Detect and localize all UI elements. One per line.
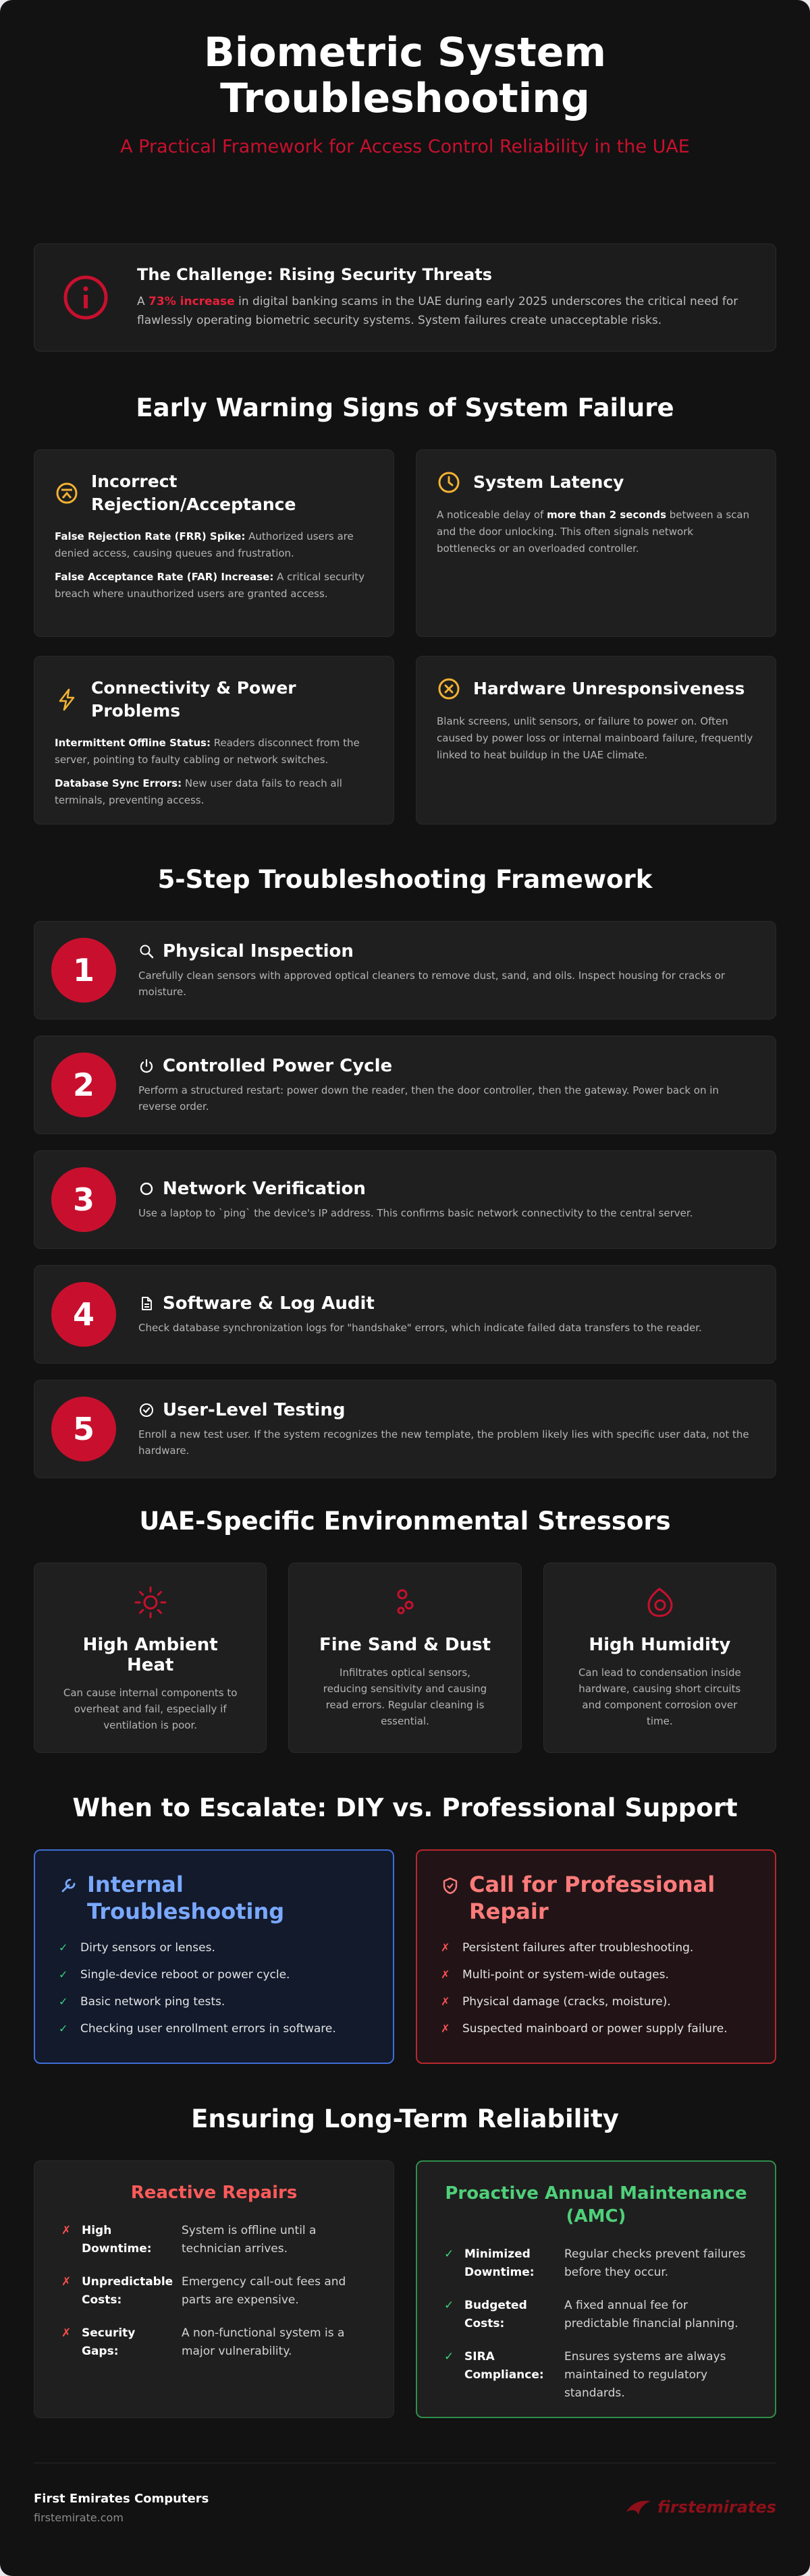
step-title: User-Level Testing <box>163 1399 346 1420</box>
escalate-grid <box>34 1849 776 2064</box>
challenge-card <box>34 244 776 352</box>
cross-mark-icon: ✗ <box>61 2224 72 2237</box>
network-icon <box>138 1181 155 1197</box>
cross-mark-icon: ✗ <box>441 1968 450 1981</box>
challenge-title: The Challenge: Rising Security Threats <box>137 265 492 284</box>
warning-card-latency <box>416 449 776 637</box>
warning-grid <box>34 449 776 824</box>
warning-item <box>55 528 373 562</box>
warning-item-text: Authorized users are denied access, causing queues and frustration. <box>55 530 354 559</box>
shield-icon <box>441 1876 460 1895</box>
list-item <box>59 1995 369 2009</box>
warning-text <box>437 507 755 557</box>
check-mark-icon: ✓ <box>59 1968 68 1981</box>
step-text: Perform a structured restart: power down the reader, then the door controller, then the gateway. Power back on in reverse order. <box>138 1084 719 1113</box>
step-number: 2 <box>51 1053 116 1117</box>
row-text: Regular checks prevent failures before they occur. <box>564 2247 746 2279</box>
warning-item-label: False Acceptance Rate (FAR) Increase: <box>55 571 274 583</box>
diy-item-text: Basic network ping tests. <box>80 1995 225 2009</box>
reliability-row <box>444 2297 748 2333</box>
environment-card-title: High Humidity <box>589 1635 731 1655</box>
pro-item-text: Physical damage (cracks, moisture). <box>462 1995 671 2009</box>
escalate-section-title: When to Escalate: DIY vs. Professional Support <box>72 1793 738 1822</box>
reliability-row <box>61 2273 367 2309</box>
step-text: Carefully clean sensors with approved optical cleaners to remove dust, sand, and oils. Inspect housing for cracks or moisture. <box>138 969 726 998</box>
pro-item-text: Multi-point or system-wide outages. <box>462 1968 669 1982</box>
footer <box>34 2463 776 2524</box>
info-icon <box>61 273 110 322</box>
reliability-row <box>61 2324 367 2361</box>
warning-card-title: Incorrect Rejection/Acceptance <box>91 472 296 514</box>
step-card <box>34 1265 776 1364</box>
reliability-row <box>444 2245 748 2282</box>
company-name: First Emirates Computers <box>34 2492 209 2506</box>
warning-card-connectivity <box>34 656 394 824</box>
diy-panel <box>34 1849 394 2064</box>
clock-icon <box>437 470 461 495</box>
cross-mark-icon: ✗ <box>441 1941 450 1954</box>
check-mark-icon: ✓ <box>59 1995 68 2008</box>
warning-item <box>55 775 373 809</box>
wrench-icon <box>59 1876 78 1895</box>
warning-item-text: New user data fails to reach all terminals, preventing access. <box>55 777 342 806</box>
latency-text-bold: more than 2 seconds <box>547 509 667 521</box>
step-title: Controlled Power Cycle <box>163 1055 393 1076</box>
challenge-text-pre: A <box>137 295 149 308</box>
cross-mark-icon: ✗ <box>441 2022 450 2035</box>
cross-mark-icon: ✗ <box>441 1995 450 2008</box>
step-title: Physical Inspection <box>163 941 354 961</box>
warning-section-title: Early Warning Signs of System Failure <box>136 393 674 422</box>
row-text: Emergency call-out fees and parts are expensive. <box>182 2275 346 2307</box>
step-card <box>34 1036 776 1134</box>
company-logo[interactable] <box>624 2497 776 2517</box>
power-icon <box>138 1058 155 1074</box>
reliability-section-title: Ensuring Long-Term Reliability <box>191 2104 619 2133</box>
page-title <box>0 30 810 121</box>
dust-icon <box>386 1584 424 1621</box>
sun-icon <box>132 1584 169 1621</box>
cross-mark-icon: ✗ <box>61 2326 72 2340</box>
logo-text: firstemirates <box>657 2498 776 2517</box>
latency-text-pre: A noticeable delay of <box>437 509 547 521</box>
document-icon <box>138 1295 155 1312</box>
warning-item <box>55 569 373 603</box>
pro-title: Call for Professional Repair <box>469 1872 716 1924</box>
pro-item-text: Suspected mainboard or power supply failure. <box>462 2022 728 2036</box>
diy-item-text: Single-device reboot or power cycle. <box>80 1968 290 1982</box>
reliability-grid <box>34 2160 776 2418</box>
list-item <box>441 1995 751 2009</box>
row-label: High Downtime: <box>82 2224 152 2256</box>
row-text: Ensures systems are always maintained to regulatory standards. <box>564 2350 726 2400</box>
step-card <box>34 1150 776 1249</box>
pro-item-text: Persistent failures after troubleshooting. <box>462 1941 694 1955</box>
step-text: Enroll a new test user. If the system recognizes the new template, the problem likely lies with specific user data, not the hardware. <box>138 1428 749 1457</box>
environment-card-text: Can lead to condensation inside hardware, causing short circuits and component corrosion over time. <box>578 1667 741 1727</box>
warning-item-label: Database Sync Errors: <box>55 777 182 789</box>
company-url[interactable]: firstemirate.com <box>34 2511 124 2524</box>
search-icon <box>138 943 155 959</box>
diy-list <box>59 1941 369 2036</box>
check-circle-icon <box>138 1402 155 1418</box>
diy-title: Internal Troubleshooting <box>87 1872 285 1924</box>
warning-item-label: Intermittent Offline Status: <box>55 737 211 749</box>
check-mark-icon: ✓ <box>444 2247 454 2261</box>
step-number: 1 <box>51 938 116 1003</box>
step-number: 5 <box>51 1397 116 1461</box>
step-card <box>34 1380 776 1478</box>
latency-text-post: between a scan and the door unlocking. This often signals network bottlenecks or an overloaded controller. <box>437 509 750 555</box>
warning-card-rejection <box>34 449 394 637</box>
page-subtitle: A Practical Framework for Access Control Reliability in the UAE <box>120 136 690 157</box>
environment-card-text: Infiltrates optical sensors, reducing sensitivity and causing read errors. Regular cleaning is essential. <box>323 1667 487 1727</box>
environment-section-title: UAE-Specific Environmental Stressors <box>139 1507 671 1536</box>
warning-item-text: A critical security breach where unauthorized users are granted access. <box>55 571 365 600</box>
rejection-icon <box>55 481 79 505</box>
challenge-text-post: in digital banking scams in the UAE during early 2025 underscores the critical need for flawlessly operating biometric security systems. System failures create unacceptable risks. <box>137 295 738 327</box>
reliability-row <box>444 2348 748 2403</box>
step-text: Check database synchronization logs for "handshake" errors, which indicate failed data transfers to the reader. <box>138 1321 702 1334</box>
warning-item <box>55 735 373 768</box>
list-item <box>59 1968 369 1982</box>
step-title: Network Verification <box>163 1178 366 1199</box>
reactive-panel <box>34 2160 394 2418</box>
row-text: A non-functional system is a major vulnerability. <box>182 2326 345 2358</box>
x-circle-icon <box>437 677 461 701</box>
row-label: Security Gaps: <box>82 2326 136 2358</box>
step-card <box>34 921 776 1019</box>
proactive-panel <box>416 2160 776 2418</box>
check-mark-icon: ✓ <box>444 2299 454 2312</box>
row-text: System is offline until a technician arrives. <box>182 2224 317 2256</box>
environment-card-heat <box>34 1563 267 1753</box>
environment-card-dust <box>288 1563 521 1753</box>
lightning-icon <box>55 688 79 712</box>
steps-list <box>34 921 776 1478</box>
row-label: Minimized Downtime: <box>464 2247 535 2279</box>
challenge-highlight: 73% increase <box>148 295 235 308</box>
cross-mark-icon: ✗ <box>61 2275 72 2289</box>
list-item <box>59 2022 369 2036</box>
reliability-row <box>61 2222 367 2258</box>
diy-item-text: Dirty sensors or lenses. <box>80 1941 215 1955</box>
step-number: 4 <box>51 1282 116 1347</box>
environment-card-text: Can cause internal components to overheat and fail, especially if ventilation is poor. <box>63 1687 238 1731</box>
environment-grid <box>34 1563 776 1753</box>
diy-item-text: Checking user enrollment errors in software. <box>80 2022 336 2036</box>
list-item <box>441 2022 751 2036</box>
warning-item-label: False Rejection Rate (FRR) Spike: <box>55 530 246 542</box>
list-item <box>441 1941 751 1955</box>
environment-card-title: High Ambient Heat <box>82 1635 218 1675</box>
row-label: Budgeted Costs: <box>464 2299 527 2330</box>
check-mark-icon: ✓ <box>444 2350 454 2363</box>
warning-item-text: Readers disconnect from the server, pointing to faulty cabling or network switches. <box>55 737 360 766</box>
row-text: A fixed annual fee for predictable financial planning. <box>564 2299 738 2330</box>
row-label: SIRA Compliance: <box>464 2350 544 2382</box>
bird-logo-icon <box>624 2497 653 2517</box>
list-item <box>59 1941 369 1955</box>
hero <box>0 0 810 157</box>
framework-section-title: 5-Step Troubleshooting Framework <box>157 865 653 894</box>
warning-card-title: System Latency <box>473 472 624 492</box>
check-mark-icon: ✓ <box>59 1941 68 1954</box>
reactive-title: Reactive Repairs <box>130 2183 298 2203</box>
row-label: Unpredictable Costs: <box>82 2275 173 2307</box>
title-line-1: Biometric System <box>204 29 606 76</box>
step-text: Use a laptop to `ping` the device's IP address. This confirms basic network connectivity to the central server. <box>138 1206 693 1219</box>
step-number: 3 <box>51 1167 116 1232</box>
warning-text: Blank screens, unlit sensors, or failure to power on. Often caused by power loss or internal mainboard failure, frequently linked to heat buildup in the UAE climate. <box>437 715 753 761</box>
pro-panel <box>416 1849 776 2064</box>
pro-list <box>441 1941 751 2036</box>
environment-card-humidity <box>543 1563 776 1753</box>
step-title: Software & Log Audit <box>163 1293 375 1314</box>
check-mark-icon: ✓ <box>59 2022 68 2035</box>
proactive-title: Proactive Annual Maintenance (AMC) <box>445 2183 747 2227</box>
warning-card-title: Connectivity & Power Problems <box>91 678 296 721</box>
warning-card-title: Hardware Unresponsiveness <box>473 679 745 698</box>
title-line-2: Troubleshooting <box>220 75 590 122</box>
challenge-text <box>137 292 749 330</box>
list-item <box>441 1968 751 1982</box>
warning-card-hardware <box>416 656 776 824</box>
humidity-icon <box>641 1584 678 1621</box>
environment-card-title: Fine Sand & Dust <box>319 1635 491 1655</box>
